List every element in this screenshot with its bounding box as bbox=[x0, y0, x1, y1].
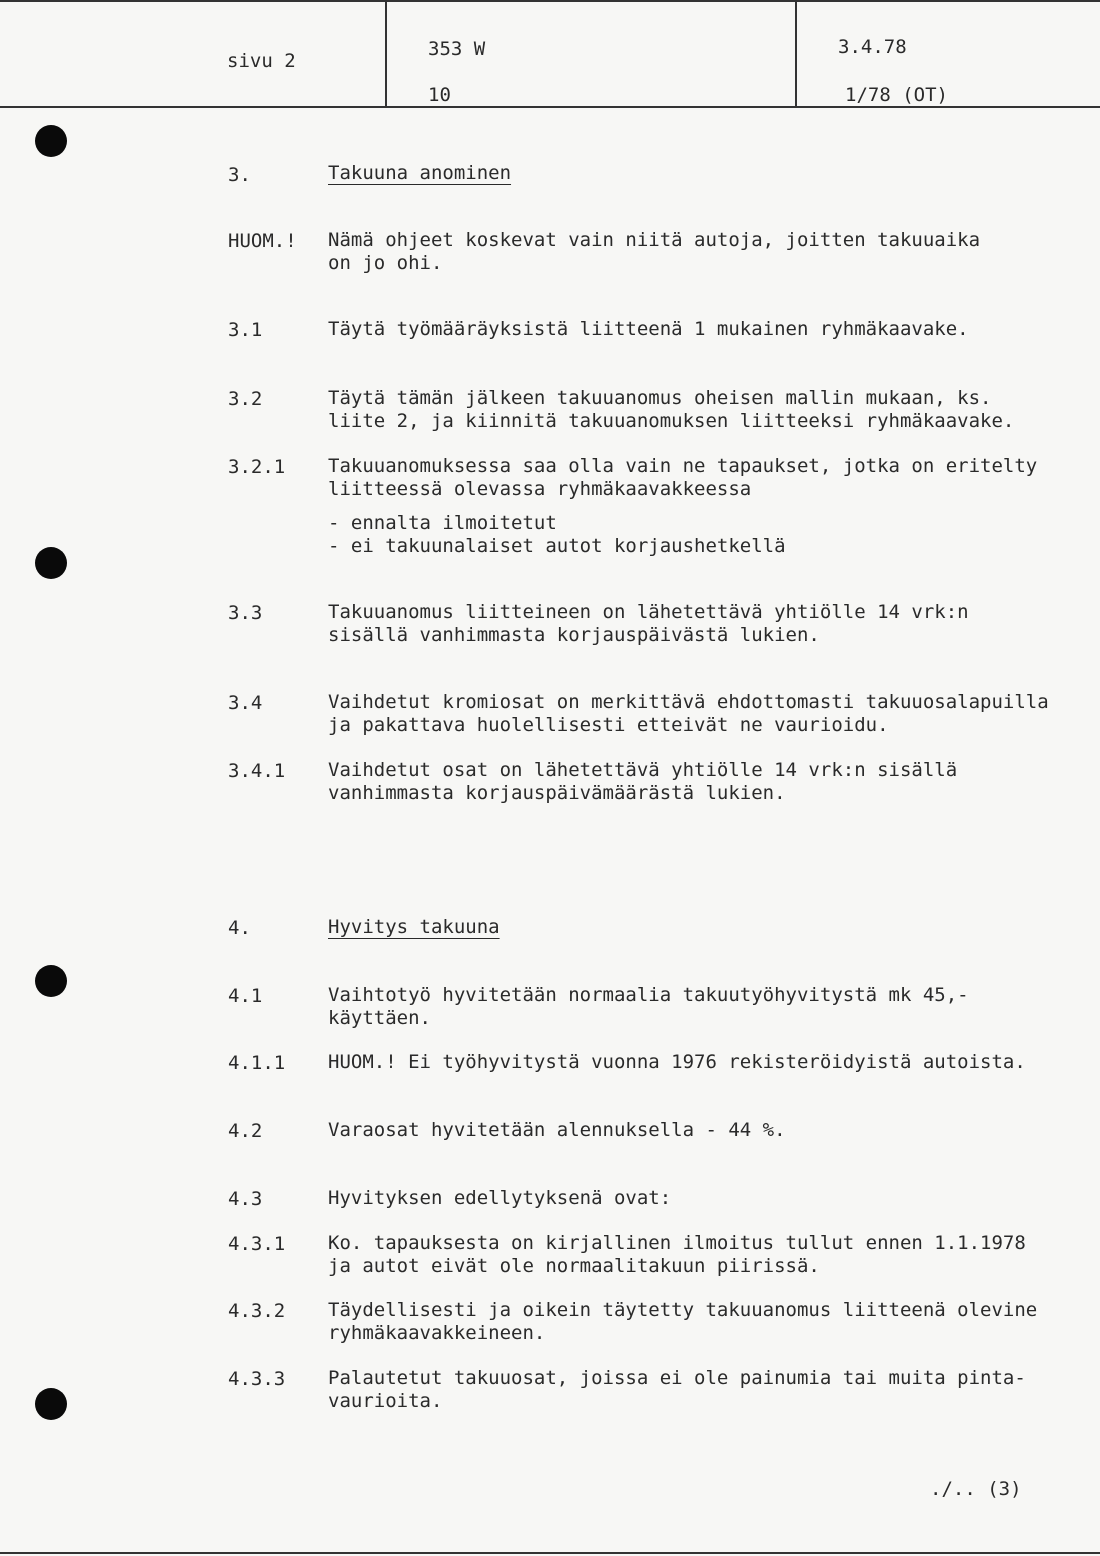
section-number: 4.2 bbox=[228, 1120, 263, 1142]
header-subcode: 10 bbox=[428, 84, 451, 106]
section-number: 3.1 bbox=[228, 319, 263, 341]
punch-hole-icon bbox=[35, 1388, 67, 1420]
section-text: Vaihdetut osat on lähetettävä yhtiölle 14 vrk:n sisällä vanhimmasta korjauspäivämäärästä lukien. bbox=[328, 759, 958, 804]
header-date: 3.4.78 bbox=[838, 36, 907, 58]
section-text: Täytä tämän jälkeen takuuanomus oheisen mallin mukaan, ks. liite 2, ja kiinnitä takuuanomuksen liitteeksi ryhmäkaavake. bbox=[328, 387, 1015, 432]
section-number: 4.3.1 bbox=[228, 1233, 286, 1255]
page-continuation: ./.. (3) bbox=[930, 1478, 1022, 1500]
section-number: 4.1 bbox=[228, 985, 263, 1007]
section-number: HUOM.! bbox=[228, 230, 297, 252]
section-number: 4.3.2 bbox=[228, 1300, 286, 1322]
section-text: Ko. tapauksesta on kirjallinen ilmoitus tullut ennen 1.1.1978 ja autot eivät ole normaalitakuun piirissä. bbox=[328, 1232, 1026, 1277]
section-text: Varaosat hyvitetään alennuksella - 44 %. bbox=[328, 1119, 786, 1141]
header-bottom-rule bbox=[0, 106, 1100, 108]
section-text: HUOM.! Ei työhyvitystä vuonna 1976 rekisteröidyistä autoista. bbox=[328, 1051, 1026, 1073]
header-page: sivu 2 bbox=[227, 50, 296, 72]
section-number: 4. bbox=[228, 917, 251, 939]
section-text: Täydellisesti ja oikein täytetty takuuanomus liitteenä olevine ryhmäkaavakkeineen. bbox=[328, 1299, 1038, 1344]
header-code: 353 W bbox=[428, 38, 486, 60]
header-divider-left bbox=[385, 0, 387, 106]
section-number: 4.3.3 bbox=[228, 1368, 286, 1390]
section-number: 4.3 bbox=[228, 1188, 263, 1210]
section-text: Takuuanomuksessa saa olla vain ne tapaukset, jotka on eritelty liitteessä olevassa ryhmäkaavakkeessa bbox=[328, 455, 1038, 500]
section-heading: Hyvitys takuuna bbox=[328, 916, 500, 938]
section-number: 3.2.1 bbox=[228, 456, 286, 478]
section-text: Vaihtotyö hyvitetään normaalia takuutyöhyvitystä mk 45,- käyttäen. bbox=[328, 984, 969, 1029]
header-top-rule bbox=[0, 0, 1100, 2]
section-number: 4.1.1 bbox=[228, 1052, 286, 1074]
section-text: Täytä työmääräyksistä liitteenä 1 mukainen ryhmäkaavake. bbox=[328, 318, 969, 340]
section-number: 3.4 bbox=[228, 692, 263, 714]
section-number: 3.2 bbox=[228, 388, 263, 410]
punch-hole-icon bbox=[35, 965, 67, 997]
punch-hole-icon bbox=[35, 547, 67, 579]
section-number: 3.3 bbox=[228, 602, 263, 624]
punch-hole-icon bbox=[35, 125, 67, 157]
section-heading: Takuuna anominen bbox=[328, 162, 512, 184]
page-bottom-rule bbox=[0, 1552, 1100, 1554]
section-text: Hyvityksen edellytyksenä ovat: bbox=[328, 1187, 672, 1209]
header-issue: 1/78 (OT) bbox=[845, 84, 948, 106]
section-number: 3.4.1 bbox=[228, 760, 286, 782]
section-text: Palautetut takuuosat, joissa ei ole painumia tai muita pinta- vaurioita. bbox=[328, 1367, 1026, 1412]
section-text: Nämä ohjeet koskevat vain niitä autoja, joitten takuuaika on jo ohi. bbox=[328, 229, 981, 274]
dash-list: - ennalta ilmoitetut - ei takuunalaiset autot korjaushetkellä bbox=[328, 512, 786, 557]
header-divider-right bbox=[795, 0, 797, 106]
section-number: 3. bbox=[228, 164, 251, 186]
section-text: Takuuanomus liitteineen on lähetettävä yhtiölle 14 vrk:n sisällä vanhimmasta korjauspäivästä lukien. bbox=[328, 601, 969, 646]
section-text: Vaihdetut kromiosat on merkittävä ehdottomasti takuuosalapuilla ja pakattava huolellisesti etteivät ne vaurioidu. bbox=[328, 691, 1049, 736]
